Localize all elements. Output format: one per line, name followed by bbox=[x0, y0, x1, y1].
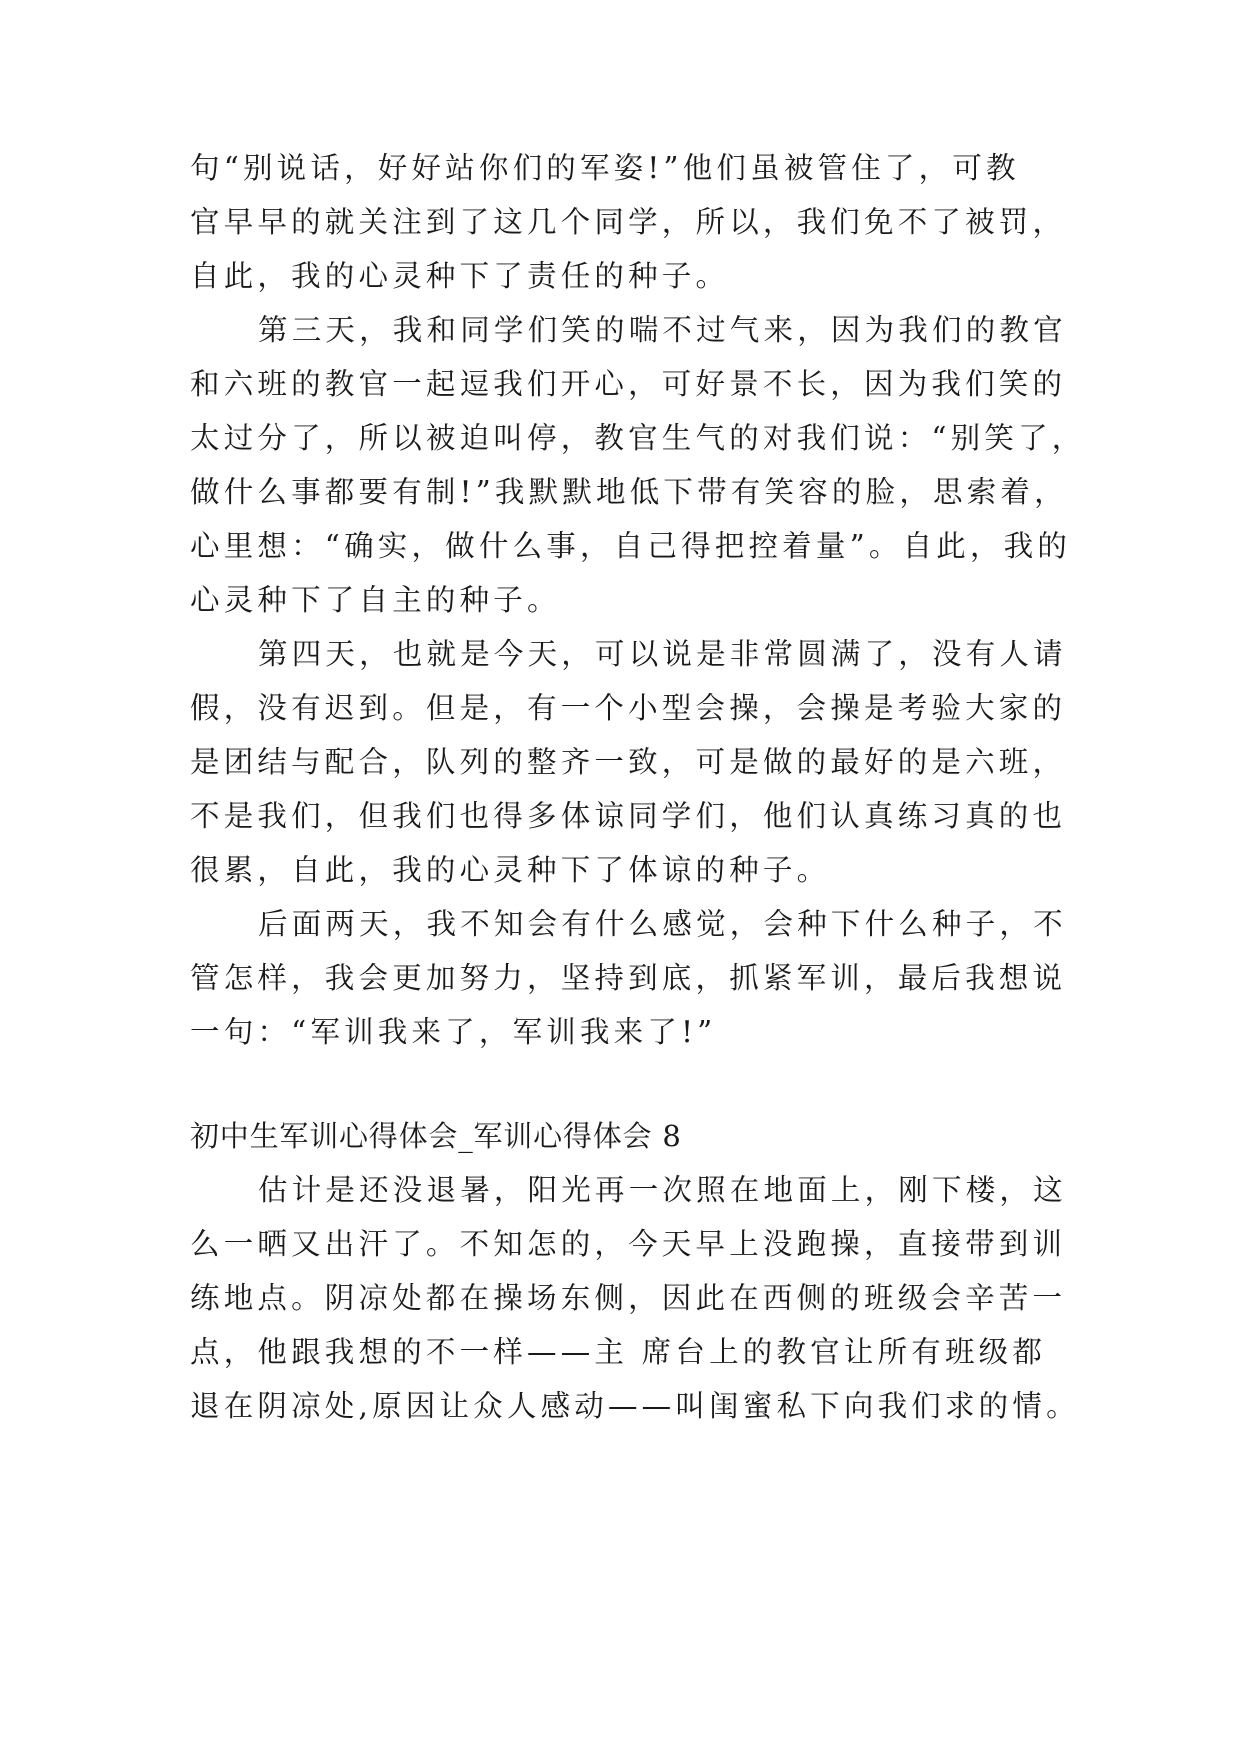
text-line: 练地点。阴凉处都在操场东侧，因此在西侧的班级会辛苦一 bbox=[190, 1281, 1067, 1315]
section-heading: 初中生军训心得体会_军训心得体会 8 bbox=[190, 1119, 682, 1153]
text-line: 是团结与配合，队列的整齐一致，可是做的最好的是六班， bbox=[190, 745, 1067, 779]
text-line: 句“别说话，好好站你们的军姿!”他们虽被管住了，可教 bbox=[190, 151, 1020, 185]
text-line: 自此，我的心灵种下了责任的种子。 bbox=[190, 259, 730, 293]
text-line: 第四天，也就是今天，可以说是非常圆满了，没有人请 bbox=[258, 637, 1067, 671]
text-line: 心里想：“确实，做什么事，自己得把控着量”。自此，我的 bbox=[190, 529, 1072, 563]
text-line: 假，没有迟到。但是，有一个小型会操，会操是考验大家的 bbox=[190, 691, 1067, 725]
text-line: 管怎样，我会更加努力，坚持到底，抓紧军训，最后我想说 bbox=[190, 961, 1067, 995]
text-line: 做什么事都要有制!”我默默地低下带有笑容的脸，思索着， bbox=[190, 475, 1068, 509]
text-line: 一句：“军训我来了，军训我来了!” bbox=[190, 1015, 717, 1049]
text-line: 心灵种下了自主的种子。 bbox=[190, 583, 561, 617]
text-line: 估计是还没退暑，阳光再一次照在地面上，刚下楼，这 bbox=[258, 1173, 1067, 1207]
text-line: 官早早的就关注到了这几个同学，所以，我们免不了被罚， bbox=[190, 205, 1067, 239]
text-line: 后面两天，我不知会有什么感觉，会种下什么种子，不 bbox=[258, 907, 1067, 941]
text-line: 点，他跟我想的不一样——主 席台上的教官让所有班级都 bbox=[190, 1335, 1047, 1369]
text-line: 很累，自此，我的心灵种下了体谅的种子。 bbox=[190, 853, 831, 887]
text-line: 不是我们，但我们也得多体谅同学们，他们认真练习真的也 bbox=[190, 799, 1067, 833]
text-line: 第三天，我和同学们笑的喘不过气来，因为我们的教官 bbox=[258, 313, 1067, 347]
text-line: 退在阴凉处,原因让众人感动——叫闺蜜私下向我们求的情。 bbox=[190, 1389, 1080, 1423]
text-line: 和六班的教官一起逗我们开心，可好景不长，因为我们笑的 bbox=[190, 367, 1067, 401]
text-line: 么一晒又出汗了。不知怎的，今天早上没跑操，直接带到训 bbox=[190, 1227, 1067, 1261]
text-line: 太过分了，所以被迫叫停，教官生气的对我们说：“别笑了， bbox=[190, 421, 1086, 455]
